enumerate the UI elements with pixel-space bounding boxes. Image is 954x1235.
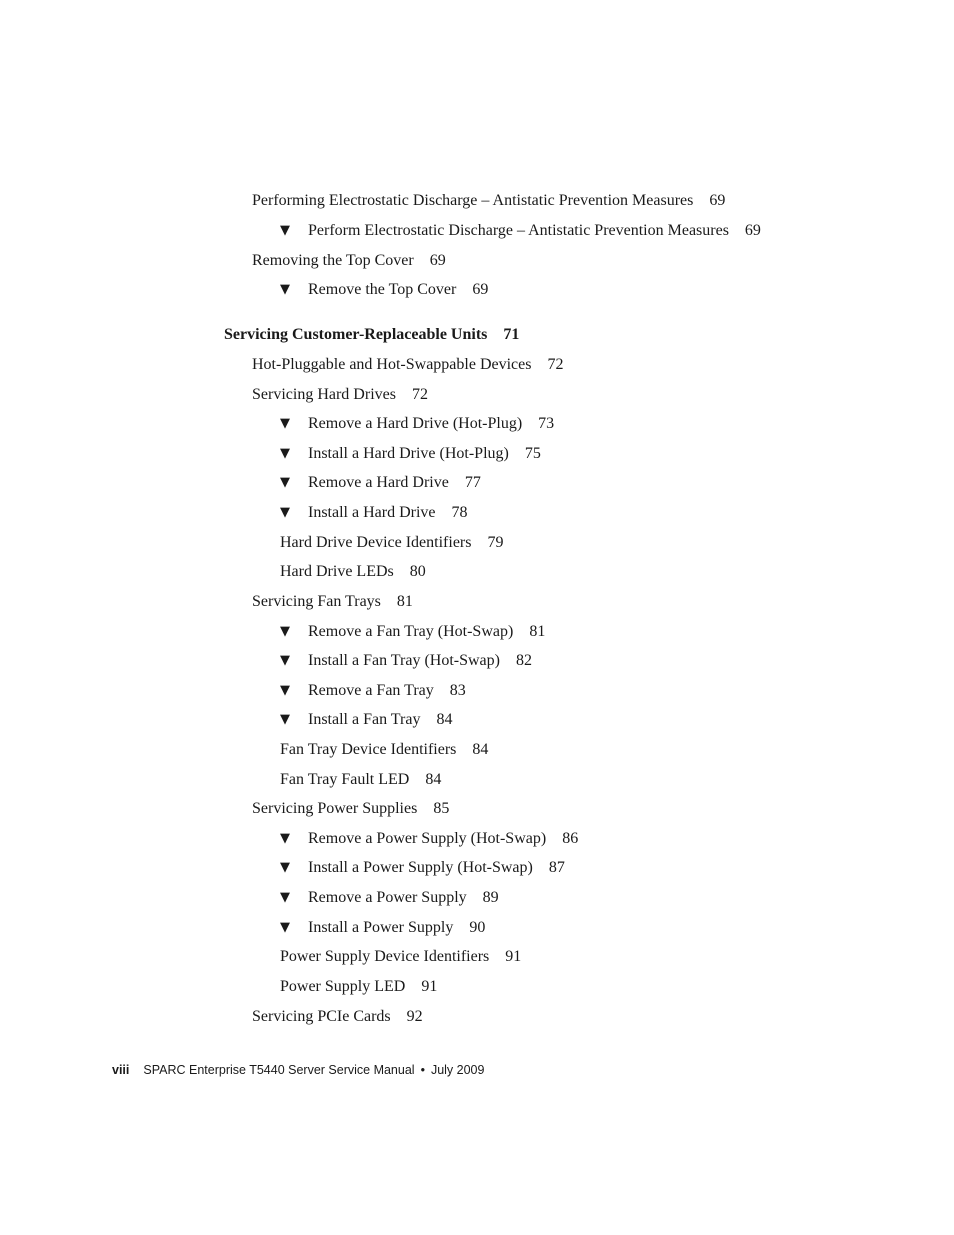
toc-procedure-entry[interactable] <box>280 280 489 300</box>
toc-entry-page: 72 <box>411 386 428 403</box>
toc-entry-page: 92 <box>406 1008 423 1025</box>
toc-entry-page: 84 <box>436 711 453 728</box>
toc-entry-page: 84 <box>425 771 442 788</box>
toc-procedure-entry[interactable] <box>280 888 499 908</box>
publication-date: July 2009 <box>430 1063 485 1077</box>
toc-entry-title: Servicing Customer-Replaceable Units <box>224 326 488 343</box>
toc-entry-page: 87 <box>548 859 565 876</box>
toc-entry-page: 71 <box>503 326 520 343</box>
toc-procedure-entry[interactable] <box>280 651 532 671</box>
toc-procedure-entry[interactable] <box>280 829 579 849</box>
toc-section-entry[interactable] <box>252 385 428 405</box>
triangle-down-icon: ▼ <box>280 831 290 846</box>
toc-entry-title: Install a Hard Drive (Hot-Plug) <box>308 445 509 462</box>
triangle-down-icon: ▼ <box>280 475 290 490</box>
toc-entry-page: 72 <box>547 356 564 373</box>
triangle-down-icon: ▼ <box>280 416 290 431</box>
toc-entry-title: Fan Tray Fault LED <box>280 771 410 788</box>
toc-entry-page: 73 <box>538 415 555 432</box>
toc-procedure-entry[interactable] <box>280 221 761 241</box>
toc-subsection-entry[interactable] <box>280 977 437 997</box>
toc-section-entry[interactable] <box>252 191 725 211</box>
toc-procedure-entry[interactable] <box>280 503 468 523</box>
toc-entry-title: Hard Drive Device Identifiers <box>280 534 472 551</box>
triangle-down-icon: ▼ <box>280 624 290 639</box>
toc-entry-page: 84 <box>472 741 489 758</box>
toc-entry-page: 69 <box>429 252 446 269</box>
page-footer <box>112 1063 484 1077</box>
toc-section-entry[interactable] <box>252 355 563 375</box>
triangle-down-icon: ▼ <box>280 282 290 297</box>
triangle-down-icon: ▼ <box>280 223 290 238</box>
toc-entry-page: 85 <box>433 800 450 817</box>
toc-procedure-entry[interactable] <box>280 858 565 878</box>
triangle-down-icon: ▼ <box>280 446 290 461</box>
toc-entry-page: 75 <box>524 445 541 462</box>
toc-entry-page: 90 <box>469 919 486 936</box>
triangle-down-icon: ▼ <box>280 860 290 875</box>
toc-entry-title: Hard Drive LEDs <box>280 563 394 580</box>
toc-subsection-entry[interactable] <box>280 947 521 967</box>
toc-entry-title: Servicing PCIe Cards <box>252 1008 391 1025</box>
toc-entry-page: 91 <box>421 978 438 995</box>
toc-entry-page: 81 <box>529 623 546 640</box>
toc-entry-page: 69 <box>744 222 761 239</box>
triangle-down-icon: ▼ <box>280 683 290 698</box>
toc-section-entry[interactable] <box>252 592 413 612</box>
toc-section-entry[interactable] <box>252 799 449 819</box>
toc-entry-title: Remove a Power Supply (Hot-Swap) <box>308 830 547 847</box>
toc-entry-title: Install a Fan Tray <box>308 711 421 728</box>
toc-entry-title: Remove the Top Cover <box>308 281 457 298</box>
toc-entry-title: Perform Electrostatic Discharge – Antistatic Prevention Measures <box>308 222 729 239</box>
book-title: SPARC Enterprise T5440 Server Service Manual <box>143 1063 415 1077</box>
toc-entry-title: Servicing Fan Trays <box>252 593 381 610</box>
toc-entry-page: 83 <box>449 682 466 699</box>
toc-procedure-entry[interactable] <box>280 681 466 701</box>
toc-entry-page: 81 <box>396 593 413 610</box>
triangle-down-icon: ▼ <box>280 505 290 520</box>
toc-entry-title: Hot-Pluggable and Hot-Swappable Devices <box>252 356 532 373</box>
toc-procedure-entry[interactable] <box>280 473 481 493</box>
toc-entry-title: Servicing Power Supplies <box>252 800 418 817</box>
triangle-down-icon: ▼ <box>280 712 290 727</box>
toc-entry-title: Install a Hard Drive <box>308 504 436 521</box>
footer-separator: • <box>420 1063 425 1077</box>
toc-entry-page: 69 <box>709 192 726 209</box>
toc-entry-title: Servicing Hard Drives <box>252 386 396 403</box>
toc-entry-title: Power Supply LED <box>280 978 406 995</box>
triangle-down-icon: ▼ <box>280 920 290 935</box>
toc-entry-title: Remove a Power Supply <box>308 889 467 906</box>
toc-entry-page: 78 <box>451 504 468 521</box>
toc-entry-page: 77 <box>464 474 481 491</box>
toc-entry-title: Install a Fan Tray (Hot-Swap) <box>308 652 500 669</box>
toc-entry-title: Remove a Hard Drive (Hot-Plug) <box>308 415 523 432</box>
toc-entry-page: 69 <box>472 281 489 298</box>
toc-chapter-entry[interactable] <box>224 325 519 345</box>
triangle-down-icon: ▼ <box>280 653 290 668</box>
toc-entry-title: Removing the Top Cover <box>252 252 414 269</box>
toc-entry-title: Install a Power Supply <box>308 919 454 936</box>
toc-entry-page: 82 <box>515 652 532 669</box>
toc-entry-page: 91 <box>505 948 522 965</box>
toc-procedure-entry[interactable] <box>280 444 541 464</box>
toc-section-entry[interactable] <box>252 1007 423 1027</box>
toc-procedure-entry[interactable] <box>280 414 555 434</box>
toc-entry-page: 80 <box>409 563 426 580</box>
toc-subsection-entry[interactable] <box>280 770 441 790</box>
toc-entry-title: Remove a Fan Tray (Hot-Swap) <box>308 623 514 640</box>
toc-subsection-entry[interactable] <box>280 740 488 760</box>
page-number: viii <box>112 1063 130 1077</box>
toc-subsection-entry[interactable] <box>280 562 426 582</box>
triangle-down-icon: ▼ <box>280 890 290 905</box>
toc-entry-title: Install a Power Supply (Hot-Swap) <box>308 859 533 876</box>
toc-procedure-entry[interactable] <box>280 918 486 938</box>
toc-entry-page: 79 <box>487 534 504 551</box>
toc-entry-title: Power Supply Device Identifiers <box>280 948 490 965</box>
toc-entry-page: 89 <box>482 889 499 906</box>
toc-entry-title: Fan Tray Device Identifiers <box>280 741 457 758</box>
toc-section-entry[interactable] <box>252 251 446 271</box>
toc-subsection-entry[interactable] <box>280 533 503 553</box>
toc-entry-page: 86 <box>562 830 579 847</box>
toc-entry-title: Remove a Hard Drive <box>308 474 449 491</box>
toc-procedure-entry[interactable] <box>280 622 546 642</box>
toc-entry-title: Remove a Fan Tray <box>308 682 434 699</box>
toc-entry-title: Performing Electrostatic Discharge – Antistatic Prevention Measures <box>252 192 694 209</box>
toc-procedure-entry[interactable] <box>280 710 453 730</box>
